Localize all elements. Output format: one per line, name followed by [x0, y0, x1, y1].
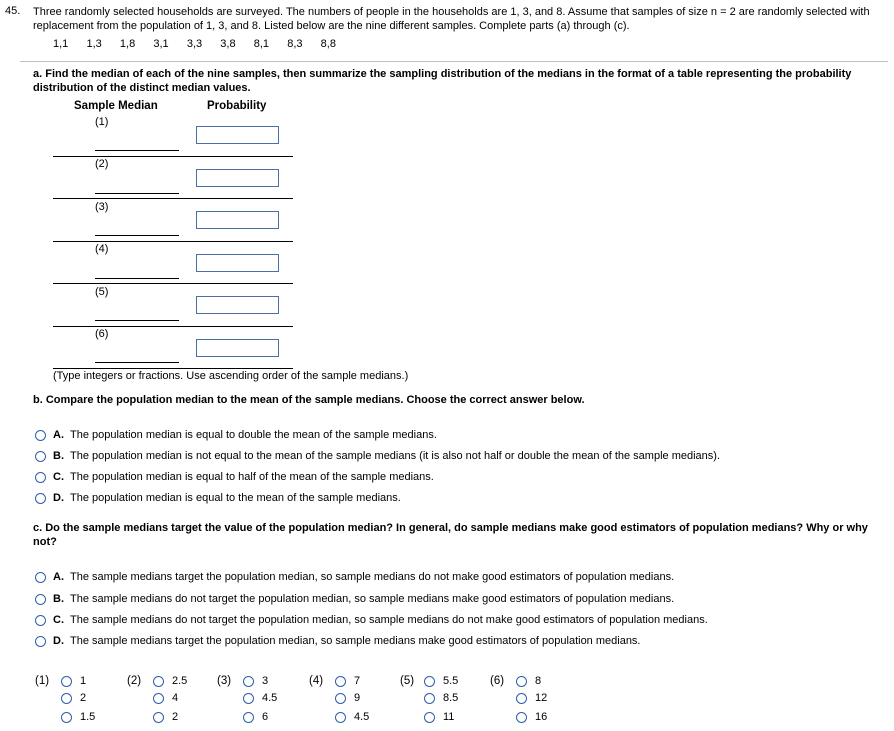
radio-button[interactable] — [424, 712, 435, 723]
radio-button[interactable] — [35, 472, 46, 483]
probability-input-3[interactable] — [196, 211, 279, 229]
choice-4-option-1[interactable] — [335, 675, 360, 687]
choice-3-option-3[interactable] — [243, 711, 268, 723]
option-letter: D. — [53, 635, 64, 647]
radio-button[interactable] — [335, 693, 346, 704]
radio-button[interactable] — [153, 712, 164, 723]
choice-value: 3 — [262, 675, 269, 687]
part-a-prompt: a. Find the median of each of the nine samples, then summarize the sampling distribution of the medians in the format of a table representing the probability distribution of the distinct median values. — [33, 68, 852, 94]
choice-2-option-1[interactable] — [153, 675, 187, 687]
row-label-2: (2) — [95, 158, 109, 170]
option-text: The sample medians target the population median, so sample medians make good estimators of population medians. — [70, 635, 641, 647]
row-separator — [53, 241, 293, 242]
radio-button[interactable] — [35, 451, 46, 462]
choice-value: 4 — [172, 692, 179, 704]
radio-button[interactable] — [35, 572, 46, 583]
input-instructions: (Type integers or fractions. Use ascending order of the sample medians.) — [53, 370, 409, 382]
row-separator — [53, 156, 293, 157]
row-separator — [53, 283, 293, 284]
part-c-option-b[interactable] — [35, 593, 674, 605]
option-letter: C. — [53, 471, 64, 483]
choice-4-option-3[interactable] — [335, 711, 369, 723]
choice-6-option-3[interactable] — [516, 711, 547, 723]
choice-group-label-1: (1) — [35, 675, 50, 687]
part-b-option-d[interactable] — [35, 492, 401, 504]
header-probability: Probability — [207, 100, 267, 112]
choice-1-option-2[interactable] — [61, 692, 86, 704]
median-answer-line-3[interactable] — [95, 235, 179, 236]
part-b-option-a[interactable] — [35, 429, 437, 441]
median-answer-line-1[interactable] — [95, 150, 179, 151]
row-label-4: (4) — [95, 243, 109, 255]
option-text: The sample medians do not target the population median, so sample medians do not make good estimators of population medians. — [70, 614, 708, 626]
median-answer-line-5[interactable] — [95, 320, 179, 321]
choice-value: 9 — [354, 692, 361, 704]
radio-button[interactable] — [35, 636, 46, 647]
radio-button[interactable] — [153, 676, 164, 687]
choice-2-option-3[interactable] — [153, 711, 178, 723]
probability-input-6[interactable] — [196, 339, 279, 357]
probability-input-1[interactable] — [196, 126, 279, 144]
option-letter: C. — [53, 614, 64, 626]
part-b-prompt: b. Compare the population median to the mean of the sample medians. Choose the correct answer below. — [33, 394, 585, 406]
probability-input-2[interactable] — [196, 169, 279, 187]
radio-button[interactable] — [243, 693, 254, 704]
choice-group-label-5: (5) — [400, 675, 415, 687]
radio-button[interactable] — [516, 693, 527, 704]
radio-button[interactable] — [516, 676, 527, 687]
option-letter: B. — [53, 450, 64, 462]
choice-value: 5.5 — [443, 675, 459, 687]
choice-3-option-2[interactable] — [243, 692, 277, 704]
divider — [20, 61, 888, 62]
choice-3-option-1[interactable] — [243, 675, 268, 687]
choice-value: 8 — [535, 675, 542, 687]
option-text: The population median is equal to double the mean of the sample medians. — [70, 429, 437, 441]
choice-1-option-3[interactable] — [61, 711, 95, 723]
samples-list: 1,1 1,3 1,8 3,1 3,3 3,8 8,1 8,3 8,8 — [53, 38, 336, 50]
choice-value: 1 — [80, 675, 87, 687]
row-separator — [53, 368, 293, 369]
radio-button[interactable] — [61, 712, 72, 723]
choice-value: 1.5 — [80, 711, 96, 723]
choice-value: 2.5 — [172, 675, 188, 687]
radio-button[interactable] — [424, 693, 435, 704]
choice-group-label-3: (3) — [217, 675, 232, 687]
radio-button[interactable] — [335, 712, 346, 723]
choice-2-option-2[interactable] — [153, 692, 178, 704]
radio-button[interactable] — [35, 430, 46, 441]
probability-input-4[interactable] — [196, 254, 279, 272]
radio-button[interactable] — [243, 676, 254, 687]
header-sample-median: Sample Median — [74, 100, 158, 112]
part-c-prompt: c. Do the sample medians target the value of the population median? In general, do sample medians make good estimators of population medians? Why or why not? — [33, 522, 868, 548]
median-answer-line-4[interactable] — [95, 278, 179, 279]
radio-button[interactable] — [61, 676, 72, 687]
choice-5-option-1[interactable] — [424, 675, 458, 687]
row-label-6: (6) — [95, 328, 109, 340]
row-separator — [53, 198, 293, 199]
choice-value: 4.5 — [354, 711, 370, 723]
choice-value: 8.5 — [443, 692, 459, 704]
choice-value: 2 — [80, 692, 87, 704]
option-text: The sample medians target the population median, so sample medians do not make good estimators of population medians. — [70, 571, 675, 583]
radio-button[interactable] — [35, 615, 46, 626]
radio-button[interactable] — [335, 676, 346, 687]
radio-button[interactable] — [35, 493, 46, 504]
radio-button[interactable] — [516, 712, 527, 723]
radio-button[interactable] — [61, 693, 72, 704]
option-text: The sample medians do not target the population median, so sample medians make good estimators of population medians. — [70, 593, 675, 605]
choice-4-option-2[interactable] — [335, 692, 360, 704]
radio-button[interactable] — [35, 594, 46, 605]
choice-value: 11 — [443, 711, 455, 723]
question-number: 45. — [5, 5, 21, 17]
choice-5-option-2[interactable] — [424, 692, 458, 704]
option-letter: A. — [53, 429, 64, 441]
probability-input-5[interactable] — [196, 296, 279, 314]
row-label-3: (3) — [95, 201, 109, 213]
choice-group-label-6: (6) — [490, 675, 505, 687]
median-answer-line-6[interactable] — [95, 362, 179, 363]
choice-value: 2 — [172, 711, 179, 723]
radio-button[interactable] — [243, 712, 254, 723]
choice-group-label-2: (2) — [127, 675, 142, 687]
choice-value: 6 — [262, 711, 269, 723]
median-answer-line-2[interactable] — [95, 193, 179, 194]
option-text: The population median is equal to half of the mean of the sample medians. — [70, 471, 434, 483]
choice-value: 7 — [354, 675, 361, 687]
option-letter: B. — [53, 593, 64, 605]
radio-button[interactable] — [424, 676, 435, 687]
option-text: The population median is not equal to the mean of the sample medians (it is also not half or double the mean of the sample medians). — [70, 450, 720, 462]
choice-group-label-4: (4) — [309, 675, 324, 687]
row-separator — [53, 326, 293, 327]
part-b-option-c[interactable] — [35, 471, 434, 483]
question-text: Three randomly selected households are surveyed. The numbers of people in the households are 1, 3, and 8. Assume that samples of size n = 2 are randomly selected with replacement from the population of 1, 3, and 8. Listed below are the nine different samples. Complete parts (a) through (c). — [33, 6, 870, 32]
radio-button[interactable] — [153, 693, 164, 704]
option-text: The population median is equal to the mean of the sample medians. — [70, 492, 401, 504]
part-c-option-a[interactable] — [35, 571, 674, 583]
choice-value: 16 — [535, 711, 548, 723]
choice-6-option-1[interactable] — [516, 675, 541, 687]
option-letter: D. — [53, 492, 64, 504]
choice-6-option-2[interactable] — [516, 692, 547, 704]
choice-value: 12 — [535, 692, 548, 704]
part-b-option-b[interactable] — [35, 450, 720, 462]
row-label-5: (5) — [95, 286, 109, 298]
row-label-1: (1) — [95, 116, 109, 128]
option-letter: A. — [53, 571, 64, 583]
choice-value: 4.5 — [262, 692, 278, 704]
choice-5-option-3[interactable] — [424, 711, 454, 723]
part-c-option-d[interactable] — [35, 635, 641, 647]
part-c-option-c[interactable] — [35, 614, 708, 626]
choice-1-option-1[interactable] — [61, 675, 86, 687]
